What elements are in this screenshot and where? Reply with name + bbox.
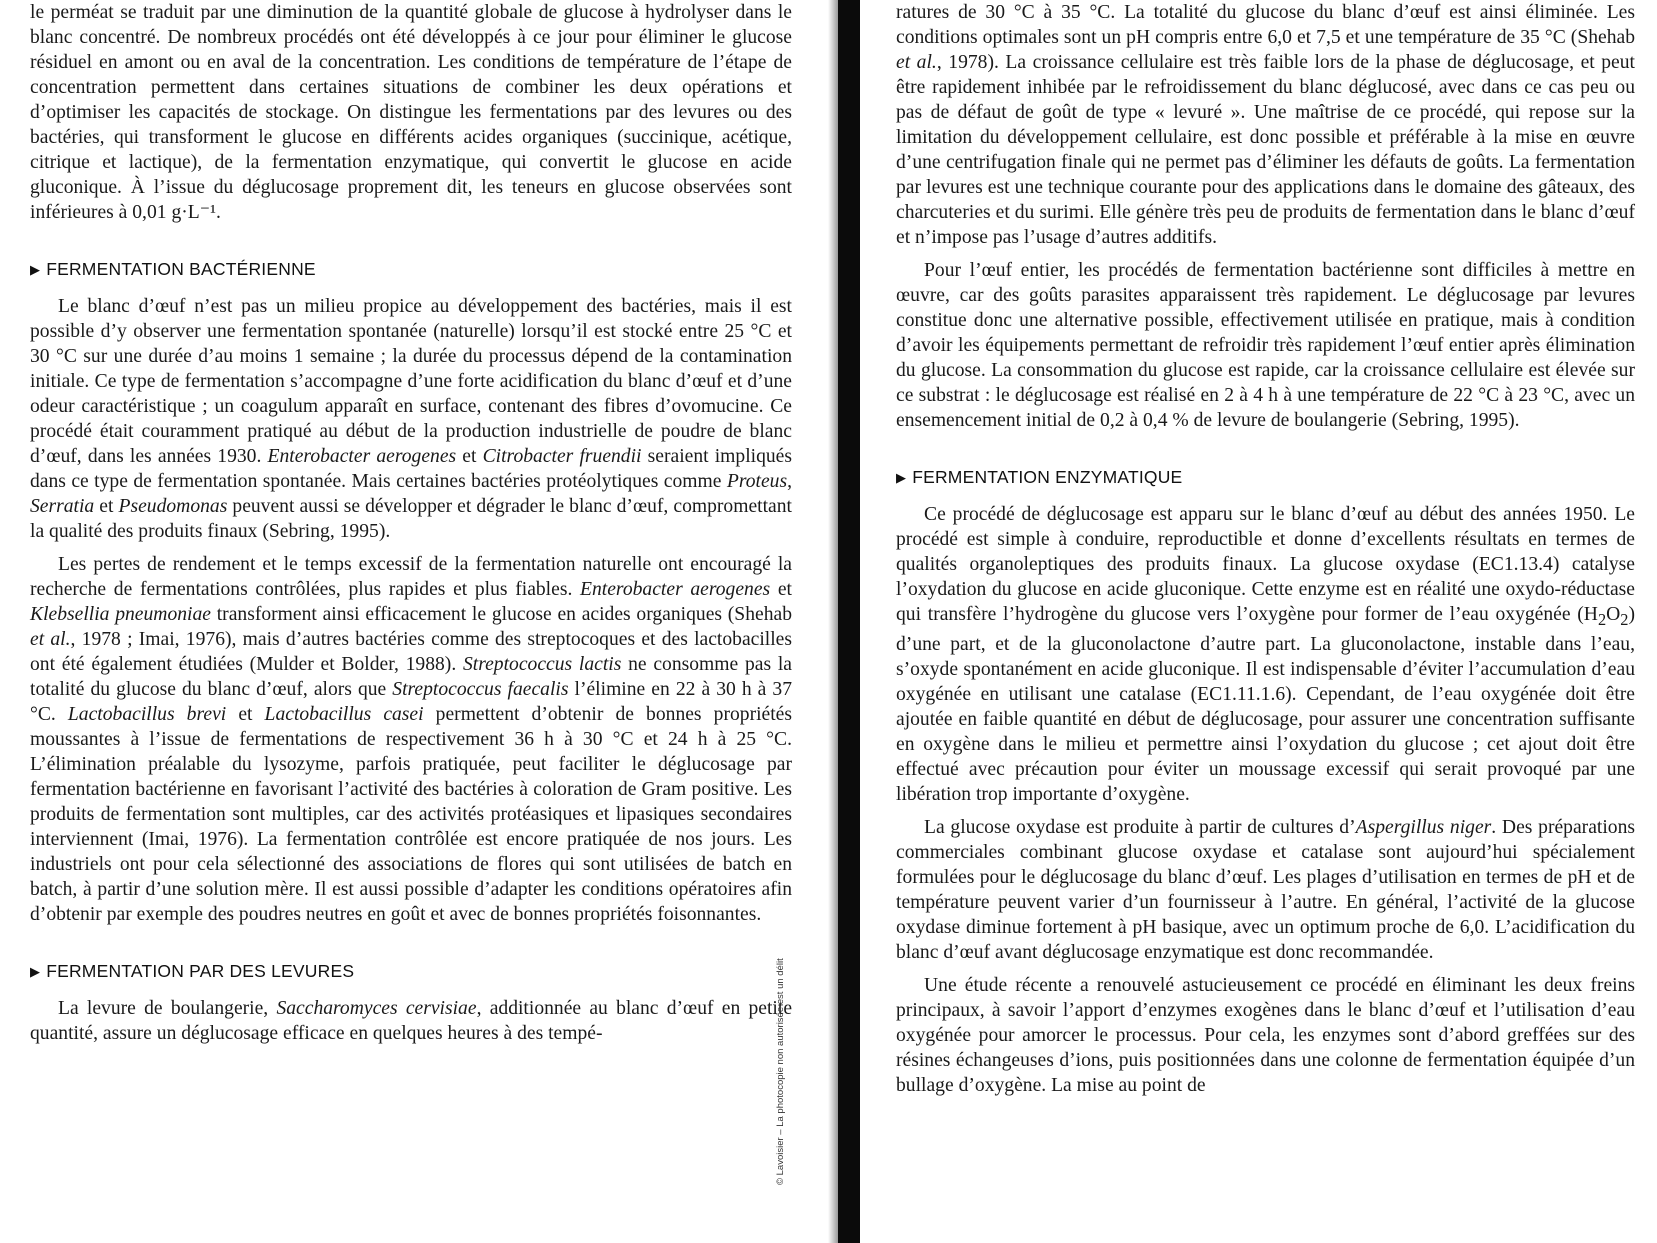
text-run: seraient impliqués dans ce type de fermentation spontanée. Mais certaines bactéries protéolytiques comme bbox=[30, 446, 793, 492]
enzymatic-paragraph-2 bbox=[896, 815, 1635, 965]
intro-paragraph: le perméat se traduit par une diminution de la quantité globale de glucose à hydrolyser dans le blanc concentré. De nombreux procédés ont été développés à ce jour pour éliminer le glucose résiduel en amont ou en aval de la concentration. Les conditions de température de l’étape de concentration permettent dans certaines situations de combiner les deux opérations et d’optimiser les capacités de stockage. On distingue les fermentations par des levures ou des bactéries, qui transforment le glucose en différents acides organiques (succinique, acétique, citrique et lactique), de la fermentation enzymatique, qui convertit le glucose en acide gluconique. À l’issue du déglucosage proprement dit, les teneurs en glucose observées sont inférieures à 0,01 g·L⁻¹. bbox=[30, 2, 792, 223]
text-run: La levure de boulangerie, bbox=[58, 998, 277, 1019]
text-run: , 1978). La croissance cellulaire est très faible lors de la phase de déglucosage, et peut être rapidement inhibée par le refroidissement du blanc déglucosé, avec dans ce cas peu ou pas de défaut de goût de type « levuré ». Une maîtrise de ce procédé, qui repose sur la limitation du développement cellulaire, est donc possible et préférable à la mise en œuvre d’une centrifugation finale qui ne permet pas d’éliminer les défauts de goûts. La fermentation par levures est une technique courante pour des applications dans le domaine des gâteaux, des charcuteries et du surimi. Elle génère très peu de produits de fermentation dans le blanc d’œuf et n’impose pas l’usage d’autres additifs. bbox=[896, 52, 1635, 248]
species-name: Streptococcus faecalis bbox=[392, 679, 569, 700]
triangle-bullet-icon: ▶ bbox=[30, 262, 41, 277]
species-name: Aspergillus niger bbox=[1355, 816, 1492, 838]
whole-egg-paragraph: Pour l’œuf entier, les procédés de fermentation bactérienne sont difficiles à mettre en œuvre, car des goûts parasites apparaissent très rapidement. Le déglucosage par levures constitue donc une alternative possible, effectivement utilisée en pratique, mais à condition d’avoir les équipements permettant de refroidir très rapidement l’œuf entier après élimination du glucose. La consommation du glucose est rapide, car la croissance cellulaire est élevée sur ce substrat : le déglucosage est réalisé en 2 à 4 h à une température de 22 °C à 23 °C, avec un ensemencement initial de 0,2 à 0,4 % de levure de boulangerie (Sebring, 1995). bbox=[896, 260, 1635, 431]
enzymatic-paragraph-1 bbox=[896, 502, 1635, 807]
text-run: La glucose oxydase est produite à partir de cultures d’ bbox=[924, 816, 1356, 838]
bacterial-paragraph-1 bbox=[30, 294, 792, 544]
text-run: , 1978 ; Imai, 1976), mais d’autres bactéries comme des streptocoques et des lactobacilles ont été également étudiées (Mulder et Bolder, 1988). bbox=[30, 629, 792, 675]
text-run: ratures de 30 °C à 35 °C. La totalité du glucose du blanc d’œuf est ainsi éliminée. Les conditions optimales sont un pH compris entre 6,0 et 7,5 et une température de 35 °C (Shehab bbox=[896, 2, 1635, 48]
text-run: Les pertes de rendement et le temps excessif de la fermentation naturelle ont encouragé la recherche de fermentations contrôlées, plus rapides et plus fiables. bbox=[30, 554, 792, 600]
yeast-paragraph-1 bbox=[30, 996, 792, 1046]
text-run: , additionnée au blanc d’œuf en petite quantité, assure un déglucosage efficace en quelques heures à des tempé- bbox=[30, 998, 793, 1044]
species-name: Streptococcus lactis bbox=[462, 654, 622, 675]
section-heading-enzymatic bbox=[896, 467, 1635, 488]
text-run: , bbox=[787, 471, 792, 492]
triangle-bullet-icon: ▶ bbox=[30, 964, 41, 979]
left-page bbox=[0, 0, 812, 1243]
citation-etal: et al. bbox=[30, 629, 71, 650]
species-name: Lactobacillus casei bbox=[264, 704, 424, 725]
subscript: 2 bbox=[1620, 609, 1629, 629]
species-name: Klebsellia pneumoniae bbox=[30, 604, 211, 625]
section-title: FERMENTATION ENZYMATIQUE bbox=[912, 467, 1183, 487]
species-name: Lactobacillus brevi bbox=[67, 704, 227, 725]
text-run: l’élimine en 22 à 30 h à 37 °C. bbox=[30, 679, 792, 725]
text-run: et bbox=[456, 446, 483, 467]
text-run: Le blanc d’œuf n’est pas un milieu propice au développement des bactéries, mais il est possible d’y observer une fermentation spontanée (naturelle) lorsqu’il est stocké entre 25 °C et 30 °C sur une durée d’au moins 1 semaine ; la durée du processus dépend de la contamination initiale. Ce type de fermentation s’accompagne d’une forte acidification du blanc d’œuf et d’une odeur caractéristique ; un coagulum apparaît en surface, contenant des fibres d’ovomucine. Ce procédé était couramment pratiqué au début de la production industrielle de poudre de blanc d’œuf, dans les années 1930. bbox=[30, 296, 792, 467]
page-gutter-shadow bbox=[828, 0, 838, 1243]
species-name: Pseudomonas bbox=[118, 496, 228, 517]
text-run: et bbox=[226, 704, 265, 725]
section-title: FERMENTATION BACTÉRIENNE bbox=[46, 259, 316, 279]
species-name: Serratia bbox=[30, 496, 95, 517]
triangle-bullet-icon: ▶ bbox=[896, 470, 907, 485]
species-name: Citrobacter fruendii bbox=[482, 446, 642, 467]
text-run: Ce procédé de déglucosage est apparu sur le blanc d’œuf au début des années 1950. Le procédé est simple à conduire, reproductible et donne d’excellents résultats en termes de qualités organoleptiques des produits finaux. La glucose oxydase (EC1.13.4) catalyse l’oxydation du glucose en acide gluconique. Cette enzyme est en réalité une oxydo-réductase qui transfère l’hydrogène du glucose vers l’oxygène pour former de l’eau oxygénée (H bbox=[896, 504, 1635, 625]
species-name: Enterobacter aerogenes bbox=[580, 579, 771, 600]
species-name: Saccharomyces cervisiae bbox=[276, 998, 477, 1019]
text-run: O bbox=[1606, 604, 1621, 625]
text-run: . Des préparations commerciales combinant glucose oxydase et catalase sont aujourd’hui spécialement formulées pour le déglucosage du blanc d’œuf. Les plages d’utilisation en termes de pH et de température peuvent varier d’un fournisseur à l’autre. En général, l’activité de la glucose oxydase diminue fortement à pH basique, avec un optimum proche de 6,0. L’acidification du blanc d’œuf avant déglucosage enzymatique est donc recommandée. bbox=[896, 816, 1635, 963]
text-run: et bbox=[770, 579, 792, 600]
section-heading-bacterial bbox=[30, 259, 792, 280]
book-spine bbox=[838, 0, 860, 1243]
text-run: ne consomme pas la totalité du glucose du blanc d’œuf, alors que bbox=[30, 654, 792, 700]
species-name: Enterobacter aerogenes bbox=[267, 446, 457, 467]
subscript: 2 bbox=[1597, 609, 1607, 629]
right-page bbox=[868, 0, 1657, 1243]
text-run: transforment ainsi efficacement le glucose en acides organiques (Shehab bbox=[210, 604, 792, 625]
citation-etal: et al. bbox=[896, 52, 937, 73]
yeast-paragraph-continued bbox=[896, 0, 1635, 250]
section-heading-yeast bbox=[30, 961, 792, 982]
species-name: Proteus bbox=[726, 471, 788, 492]
text-run: permettent d’obtenir de bonnes propriétés moussantes à l’issue de fermentations de respectivement 36 h à 30 °C et 24 h à 25 °C. L’élimination préalable du lysozyme, parfois pratiquée, peut faciliter le déglucosage par fermentation bactérienne en favorisant l’activité des bactéries à coloration de Gram positive. Les produits de fermentation sont multiples, car des activités protéasiques et lipasiques secondaires interviennent (Imai, 1976). La fermentation contrôlée est encore pratiquée de nos jours. Les industriels ont pour cela sélectionné des associations de flores qui sont utilisées de batch en batch, à partir d’une solution mère. Il est aussi possible d’adapter les conditions opératoires afin d’obtenir par exemple des poudres neutres en goût et avec de bonnes propriétés foisonnantes. bbox=[30, 704, 792, 925]
text-run: peuvent aussi se développer et dégrader le blanc d’œuf, compromettant la qualité des produits finaux (Sebring, 1995). bbox=[30, 496, 792, 542]
section-title: FERMENTATION PAR DES LEVURES bbox=[46, 961, 355, 981]
bacterial-paragraph-2 bbox=[30, 552, 792, 927]
enzymatic-paragraph-3: Une étude récente a renouvelé astucieusement ce procédé en éliminant les deux freins principaux, à savoir l’apport d’enzymes exogènes dans le blanc d’œuf et l’utilisation d’eau oxygénée pour amorcer le processus. Pour cela, les enzymes sont d’abord greffées sur des résines échangeuses d’ions, puis positionnées dans une colonne de fermentation équipée d’un bullage d’oxygène. La mise au point de bbox=[896, 974, 1635, 1096]
text-run: et bbox=[94, 496, 119, 517]
text-run: ) d’une part, et de la gluconolactone d’autre part. La gluconolactone, instable dans l’eau, s’oxyde spontanément en acide gluconique. Il est indispensable d’éviter l’accumulation d’eau oxygénée en utilisant une catalase (EC1.11.1.6). Cependant, de l’eau oxygénée doit être ajoutée en faible quantité en début de déglucosage, pour assurer une concentration suffisante en oxygène dans le milieu et permettre ainsi l’oxydation du glucose ; cet ajout doit être effectué avec précaution pour éviter un moussage excessif qui serait provoqué par une libération trop importante d’oxygène. bbox=[896, 604, 1635, 805]
copyright-notice: © Lavoisier – La photocopie non autorisée est un délit bbox=[775, 958, 786, 1185]
